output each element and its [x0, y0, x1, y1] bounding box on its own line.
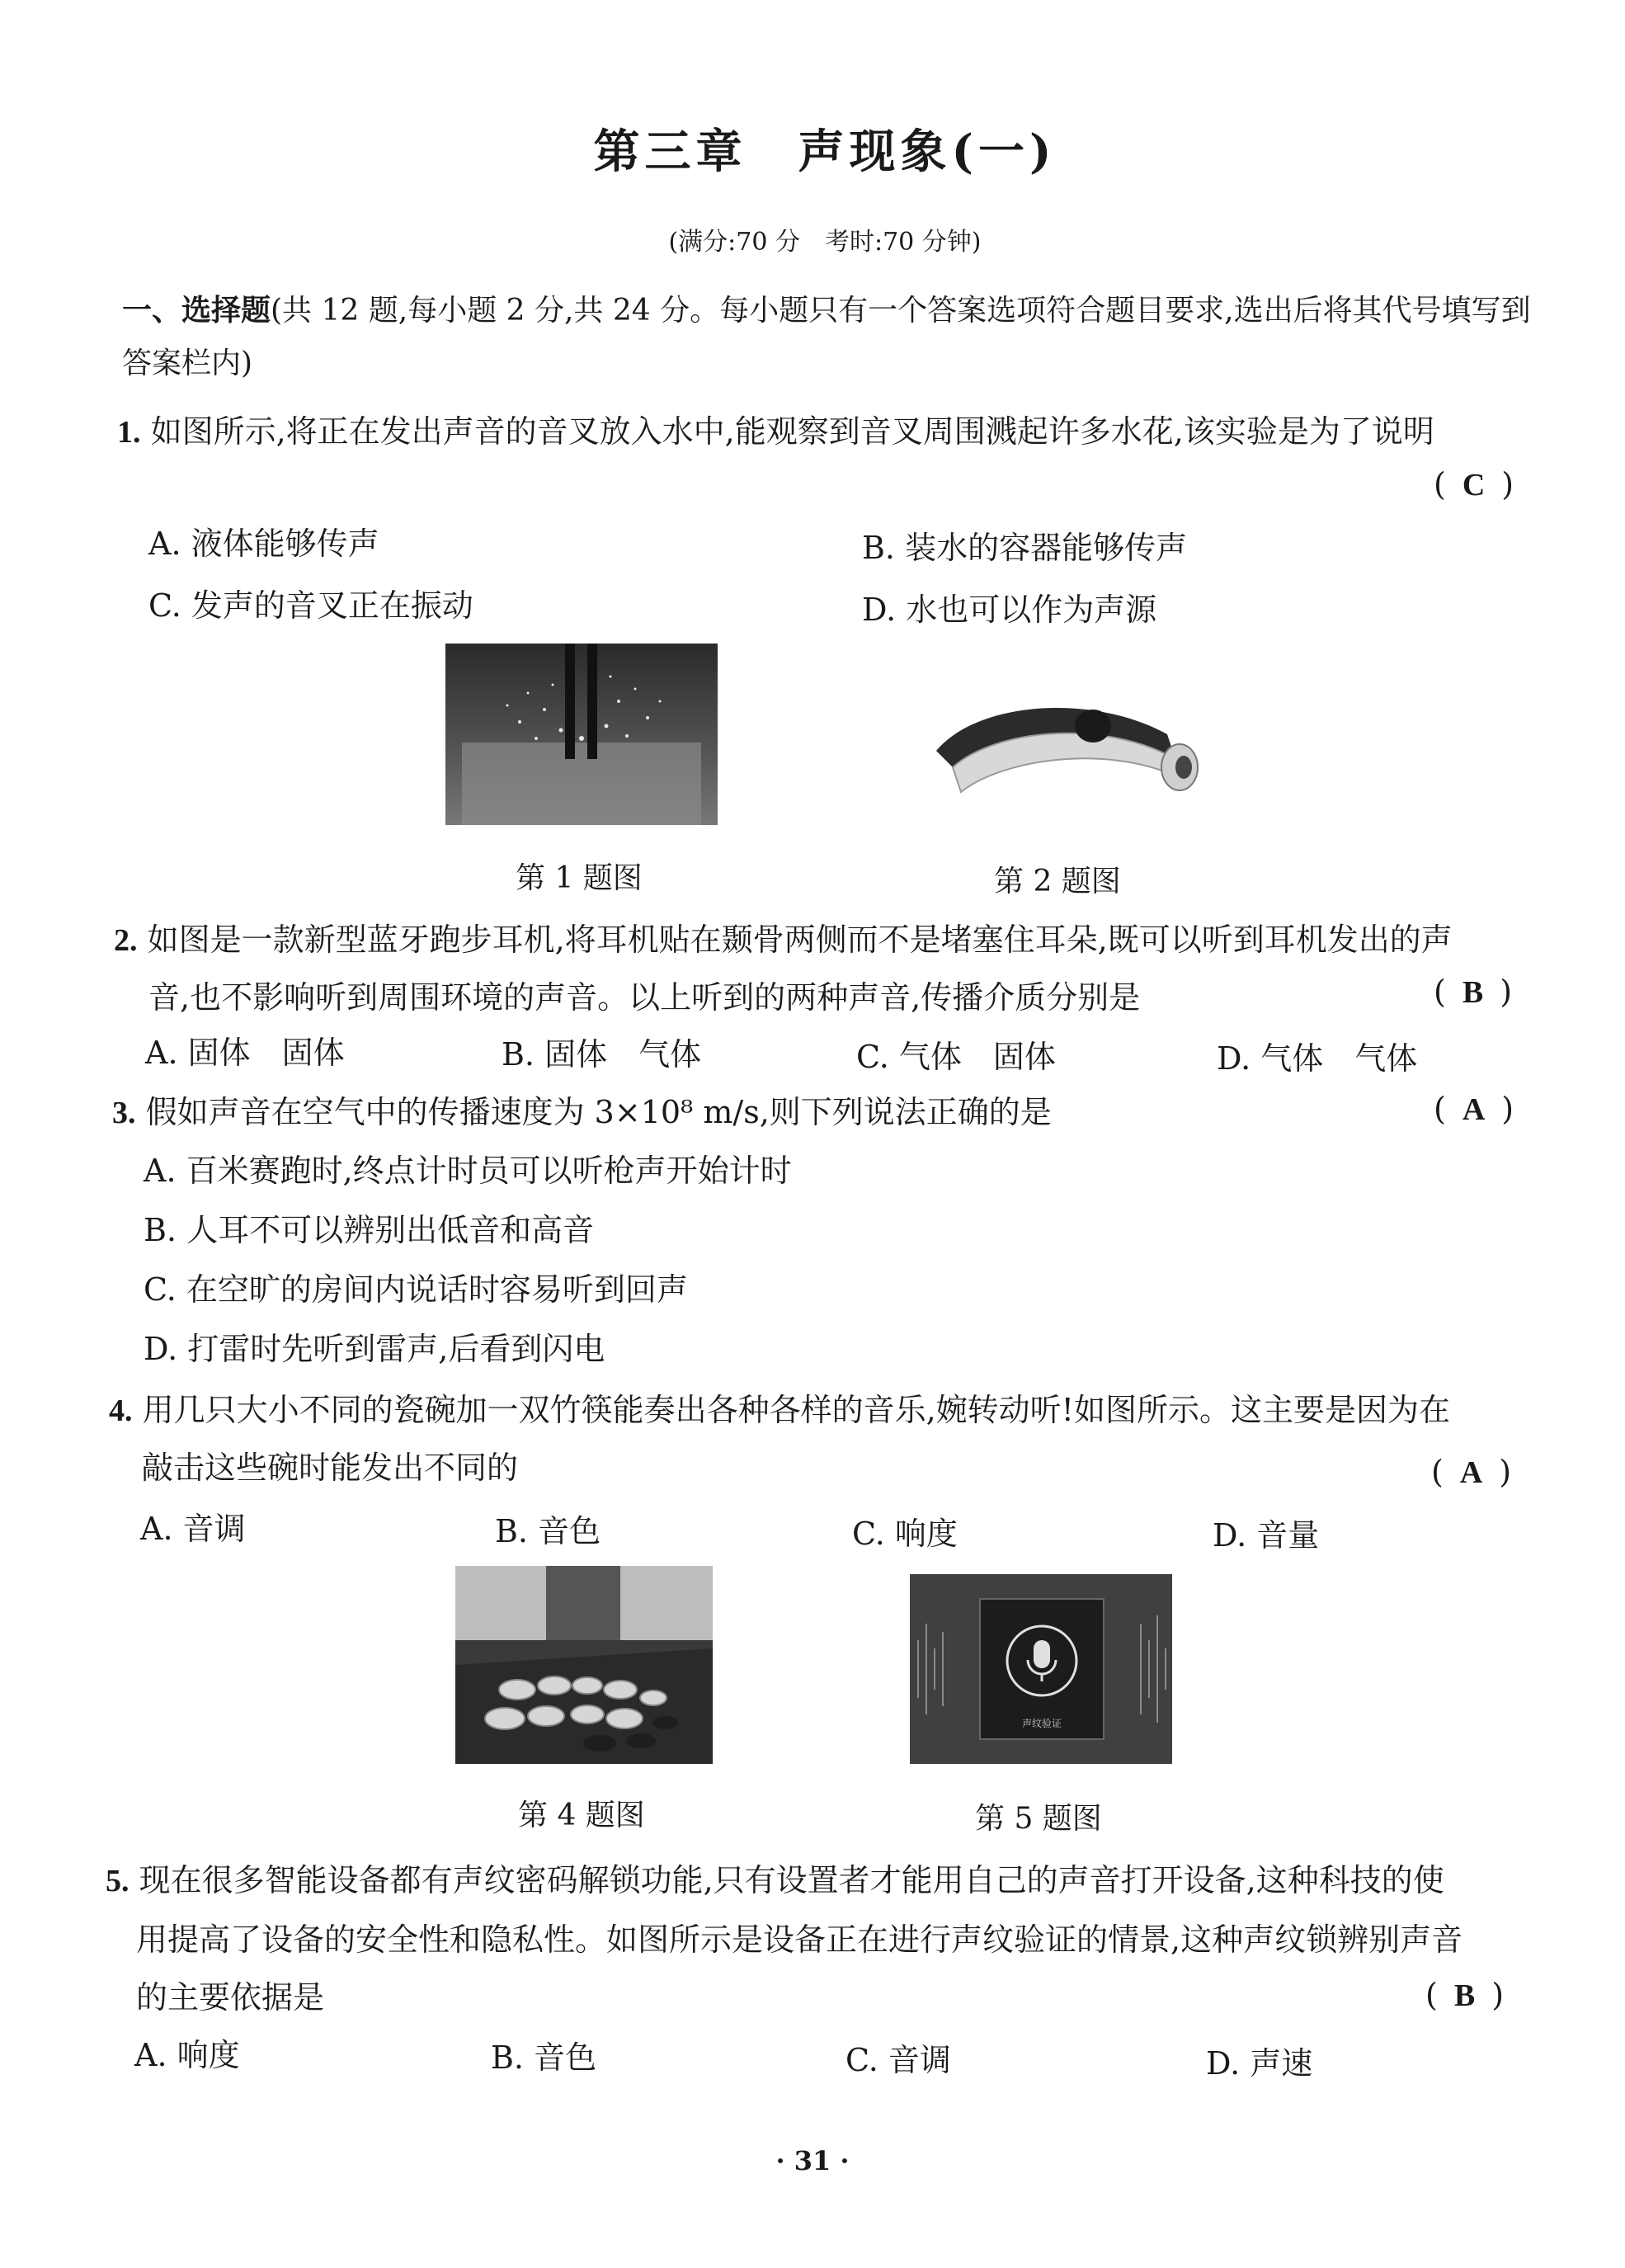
section-description: (共 12 题,每小题 2 分,共 24 分。每小题只有一个答案选项符合题目要求,选出后将其代号填写到答案栏内)	[122, 294, 1531, 380]
voiceprint-label: 声纹验证	[1021, 1718, 1062, 1729]
option-d: D. 打雷时先听到雷声,后看到闪电	[144, 1331, 605, 1367]
question-1	[117, 406, 1434, 451]
question-number: 2.	[114, 923, 138, 958]
question-4-line2: 敲击这些碗时能发出不同的	[142, 1450, 519, 1486]
answer-4: ( A )	[1431, 1454, 1514, 1490]
option-a: A. 固体 固体	[145, 1035, 345, 1071]
option-c: C. 发声的音叉正在振动	[148, 587, 473, 624]
answer-letter: B	[1453, 1978, 1477, 2013]
voiceprint-photo	[910, 1574, 1172, 1764]
answer-letter: A	[1459, 1455, 1485, 1490]
question-5-line3: 的主要依据是	[136, 1979, 325, 2016]
option-d: D. 水也可以作为声源	[862, 592, 1157, 628]
question-2-line2: 音,也不影响听到周围环境的声音。以上听到的两种声音,传播介质分别是	[148, 979, 1141, 1016]
option-c: C. 响度	[852, 1516, 958, 1552]
answer-3: ( A )	[1434, 1091, 1516, 1127]
chapter-title: 第三章 声现象(一)	[593, 125, 1057, 179]
question-4	[109, 1384, 1450, 1430]
figure-1-caption: 第 1 题图	[516, 861, 643, 895]
option-a: A. 百米赛跑时,终点计时员可以听枪声开始计时	[144, 1153, 792, 1189]
option-c: C. 气体 固体	[856, 1039, 1056, 1075]
option-a: A. 音调	[140, 1511, 246, 1547]
section-header	[122, 285, 1549, 390]
question-text: 假如声音在空气中的传播速度为 3×10⁸ m/s,则下列说法正确的是	[145, 1094, 1052, 1130]
option-b: B. 音色	[495, 1513, 601, 1549]
option-c: C. 在空旷的房间内说话时容易听到回声	[144, 1271, 688, 1308]
option-a: A. 响度	[134, 2037, 240, 2073]
question-5-line2: 用提高了设备的安全性和隐私性。如图所示是设备正在进行声纹验证的情景,这种声纹锁辨别声音	[136, 1921, 1463, 1958]
answer-2: ( B )	[1434, 974, 1514, 1010]
answer-letter: C	[1462, 468, 1487, 502]
headphone-photo	[928, 685, 1208, 817]
question-number: 1.	[117, 415, 141, 450]
option-b: B. 人耳不可以辨别出低音和高音	[144, 1212, 595, 1248]
tuning-fork-photo	[445, 644, 718, 825]
figure-2-caption: 第 2 题图	[994, 865, 1121, 898]
option-d: D. 气体 气体	[1217, 1040, 1418, 1077]
option-d: D. 音量	[1213, 1517, 1320, 1554]
question-2	[114, 914, 1453, 960]
question-text: 如图是一款新型蓝牙跑步耳机,将耳机贴在颞骨两侧而不是堵塞住耳朵,既可以听到耳机发出的声	[147, 922, 1453, 958]
answer-1: ( C )	[1434, 466, 1516, 502]
question-number: 5.	[106, 1864, 130, 1898]
question-text: 如图所示,将正在发出声音的音叉放入水中,能观察到音叉周围溅起许多水花,该实验是为了说明	[150, 413, 1434, 450]
figure-5-caption: 第 5 题图	[975, 1802, 1102, 1836]
question-3	[112, 1087, 1052, 1132]
answer-letter: B	[1462, 975, 1486, 1010]
question-5	[106, 1855, 1444, 1900]
section-heading: 一、选择题	[122, 294, 271, 328]
option-a: A. 液体能够传声	[148, 526, 379, 562]
figure-4-caption: 第 4 题图	[518, 1799, 645, 1832]
question-text: 用几只大小不同的瓷碗加一双竹筷能奏出各种各样的音乐,婉转动听!如图所示。这主要是因为在	[142, 1392, 1450, 1428]
option-b: B. 装水的容器能够传声	[862, 530, 1188, 566]
page-number: · 31 ·	[775, 2145, 850, 2176]
option-b: B. 音色	[491, 2039, 597, 2076]
answer-5: ( B )	[1425, 1977, 1506, 2013]
question-text: 现在很多智能设备都有声纹密码解锁功能,只有设置者才能用自己的声音打开设备,这种科技的使	[139, 1862, 1444, 1898]
answer-letter: A	[1462, 1092, 1487, 1127]
exam-info: (满分:70 分 考时:70 分钟)	[668, 228, 982, 257]
bowls-photo	[455, 1566, 713, 1764]
option-d: D. 声速	[1206, 2045, 1313, 2082]
option-b: B. 固体 气体	[502, 1036, 702, 1073]
question-number: 4.	[109, 1393, 133, 1428]
option-c: C. 音调	[845, 2042, 951, 2078]
question-number: 3.	[112, 1096, 136, 1130]
